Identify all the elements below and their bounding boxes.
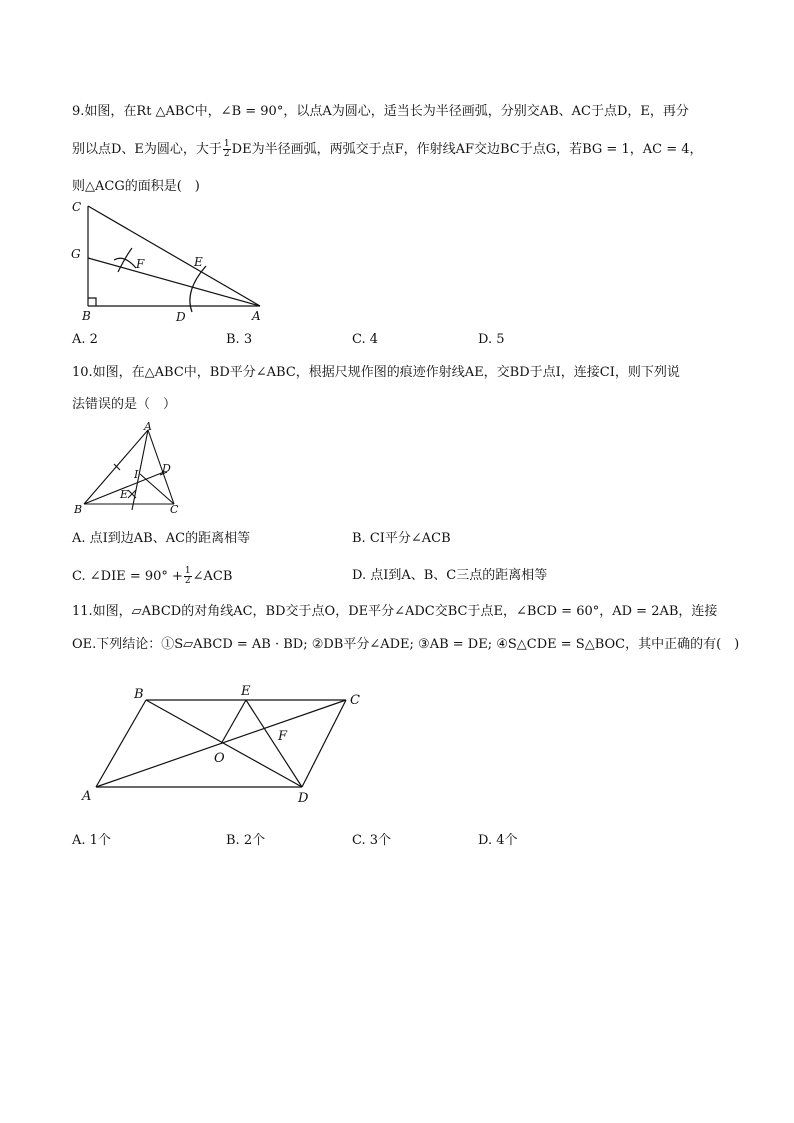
q9-line-2-a: 别以点D、E为圆心，大于: [72, 142, 222, 157]
q10-figure: [70, 420, 190, 518]
q11-label-d: D: [298, 791, 309, 806]
q10-option-c-fraction: [184, 567, 192, 586]
q10-option-b[interactable]: B. CI平分∠ACB: [352, 531, 451, 546]
q11-label-o: O: [214, 751, 225, 766]
q11-side-ab: [96, 700, 146, 787]
q10-label-b: B: [74, 503, 83, 516]
q10-label-d: D: [162, 462, 171, 475]
q9-label-d: D: [176, 310, 186, 324]
q10-label-a: A: [144, 420, 152, 433]
q11-line-2: OE.下列结论：①S▱ABCD = AB · BD; ②DB平分∠ADE; ③AB = DE; ④S△CDE = S△BOC，其中正确的有( ): [72, 637, 740, 652]
q9-label-c: C: [72, 200, 82, 214]
q9-option-c[interactable]: C. 4: [352, 332, 379, 347]
q11-label-c: C: [350, 693, 360, 708]
q10-option-c-a: C. ∠DIE = 90° +: [72, 569, 183, 584]
q9-line-2: [72, 140, 703, 159]
q9-label-b: B: [82, 309, 91, 323]
q9-label-f: F: [136, 257, 145, 271]
q9-side-ca: [88, 206, 260, 306]
q11-option-b[interactable]: B. 2个: [226, 833, 266, 848]
q10-fraction-denominator: 2: [184, 576, 191, 586]
q11-figure: [76, 680, 376, 808]
q9-ray-ag: [88, 258, 260, 306]
q10-label-i: I: [134, 468, 139, 481]
q10-line-1: 10.如图，在△ABC中，BD平分∠ABC，根据尺规作图的痕迹作射线AE，交BD于点I，连接CI，则下列说: [72, 365, 680, 380]
q9-label-e: E: [194, 255, 203, 269]
q11-label-e: E: [241, 684, 251, 699]
q10-side-ab: [84, 430, 148, 504]
q9-fraction-numerator: 1: [223, 139, 230, 149]
q10-label-e: E: [120, 488, 129, 501]
q9-label-a: A: [252, 309, 261, 323]
q11-label-b: B: [134, 687, 144, 702]
q10-option-c[interactable]: [72, 567, 232, 586]
q9-option-b[interactable]: B. 3: [226, 332, 253, 347]
q11-option-c[interactable]: C. 3个: [352, 833, 392, 848]
q9-option-a[interactable]: A. 2: [72, 332, 98, 347]
q9-right-angle-mark: [88, 298, 96, 306]
q9-fraction-denominator: 2: [223, 149, 230, 159]
q11-option-d[interactable]: D. 4个: [478, 833, 518, 848]
q9-option-d[interactable]: D. 5: [478, 332, 505, 347]
q9-fraction: [223, 140, 231, 159]
q11-label-a: A: [82, 789, 92, 804]
q9-line-2-b: DE为半径画弧，两弧交于点F，作射线AF交边BC于点G，若BG = 1，AC = 4，: [231, 142, 703, 157]
q9-line-1: 9.如图，在Rt △ABC中，∠B = 90°，以点A为圆心，适当长为半径画弧，分别交AB、AC于点D，E，再分: [72, 104, 689, 119]
q10-option-c-b: ∠ACB: [192, 569, 233, 584]
q11-option-a[interactable]: A. 1个: [72, 833, 111, 848]
q9-label-g: G: [71, 247, 81, 261]
q10-fraction-numerator: 1: [184, 566, 191, 576]
q11-segment-oe: [221, 700, 246, 744]
q11-segment-de: [246, 700, 302, 787]
q11-label-f: F: [278, 729, 288, 744]
q10-option-a[interactable]: A. 点I到边AB、AC的距离相等: [72, 531, 251, 546]
q10-label-c: C: [170, 503, 179, 516]
q10-option-d[interactable]: D. 点I到A、B、C三点的距离相等: [352, 568, 548, 583]
q11-line-1: 11.如图，▱ABCD的对角线AC，BD交于点O，DE平分∠ADC交BC于点E，∠BCD = 60°，AD = 2AB，连接: [72, 604, 718, 619]
q10-line-2: 法错误的是（ ）: [72, 397, 177, 412]
q9-line-3: 则△ACG的面积是( ): [72, 179, 200, 194]
q9-figure: [66, 196, 276, 324]
